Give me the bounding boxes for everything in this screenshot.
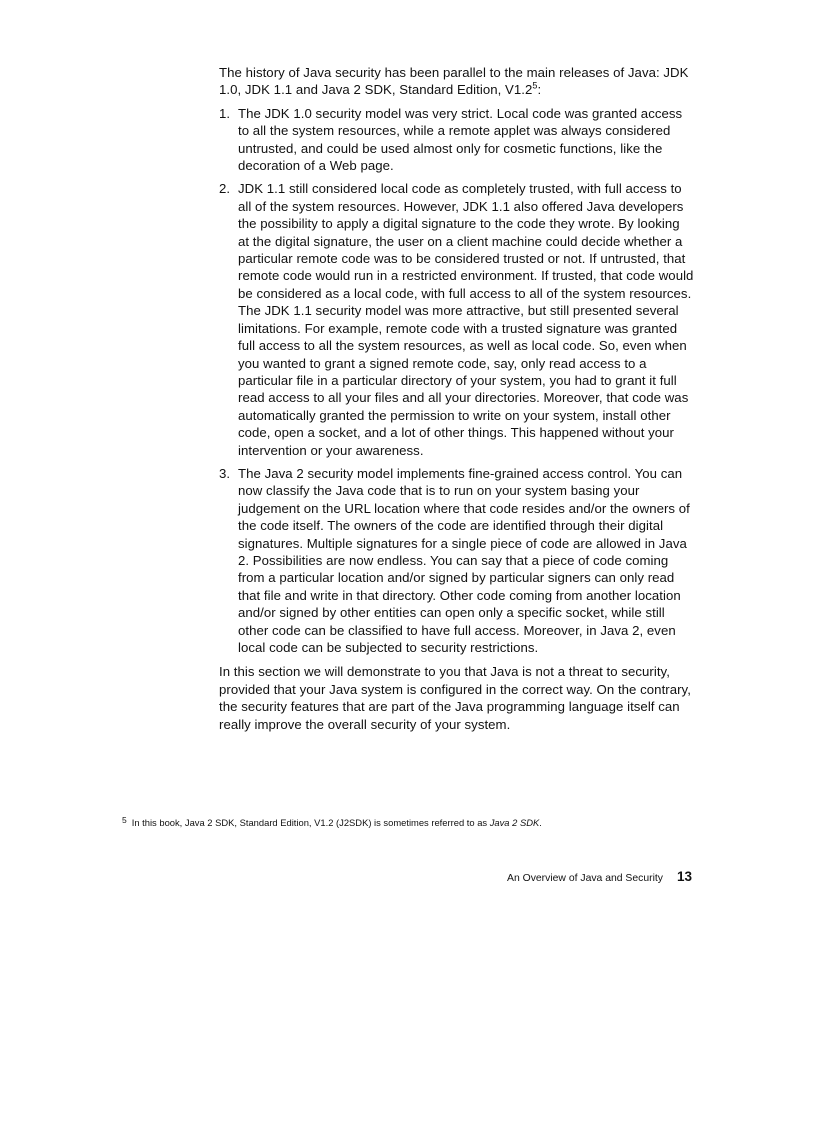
java-security-history-list: [219, 105, 694, 657]
list-item: [219, 180, 694, 459]
page-footer: [400, 868, 692, 886]
intro-text: The history of Java security has been parallel to the main releases of Java: JDK 1.0, JDK 1.1 and Java 2 SDK, Standard Edition, V1.2: [219, 65, 689, 98]
list-item-number: 1.: [219, 105, 231, 121]
list-item-text: The Java 2 security model implements fine-grained access control. You can now classify the Java code that is to run on your system basing your judgement on the URL location where that code resides and/or the owners of the code itself. The owners of the code are identified through their digital signatures. Multiple signatures for a single piece of code are allowed in Java 2. Possibilities are now endless. You can say that a piece of code coming from a particular location and/or signed by particular signers can only read that file and write in that directory. Other code coming from another location and/or signed by other entities can open only a specific socket, while still other code can be classified to have full access. Moreover, in Java 2, even local code can be subjected to security restrictions.: [238, 465, 690, 655]
list-item: [219, 105, 694, 175]
closing-paragraph: In this section we will demonstrate to you that Java is not a threat to security, provided that your Java system is configured in the correct way. On the contrary, the security features that are part of the Java programming language itself can really improve the overall security of your system.: [219, 664, 691, 732]
footnote-reference: 5: [532, 81, 538, 92]
footnote-mark: 5: [122, 815, 127, 825]
footnote-end: .: [539, 817, 542, 828]
list-item-number: 2.: [219, 181, 231, 197]
footer-title: An Overview of Java and Security: [507, 873, 663, 884]
main-text-column: [219, 64, 694, 739]
footnote: [122, 817, 542, 829]
list-item-text: The JDK 1.0 security model was very strict. Local code was granted access to all the system resources, while a remote applet was always considered untrusted, and could be used almost only for cosmetic functions, like the decoration of a Web page.: [238, 105, 683, 174]
intro-paragraph: [219, 64, 694, 99]
footnote-text: In this book, Java 2 SDK, Standard Edition, V1.2 (J2SDK) is sometimes referred to as: [131, 817, 490, 828]
list-item: [219, 465, 694, 656]
list-item-number: 3.: [219, 465, 231, 481]
footnote-emphasis: Java 2 SDK: [489, 817, 540, 828]
list-item-text: JDK 1.1 still considered local code as completely trusted, with full access to all of the system resources. However, JDK 1.1 also offered Java developers the possibility to apply a digital signature to the code they wrote. By looking at the digital signature, the user on a client machine could decide whether a particular remote code was to be considered trusted or not. If untrusted, that remote code would run in a restricted environment. If trusted, that code would be considered as a local code, with full access to all of the system resources. The JDK 1.1 security model was more attractive, but still presented several limitations. For example, remote code with a trusted signature was granted full access to all the system resources, as well as local code. So, even when you wanted to grant a signed remote code, say, only read access to a particular file in a particular directory of your system, you had to grant it full read access to all your files and all your directories. Moreover, that code was automatically granted the permission to write on your system, install other code, open a socket, and a lot of other things. This happened without your intervention or your awareness.: [238, 181, 694, 458]
page-number: 13: [676, 869, 692, 884]
intro-colon: :: [537, 82, 542, 98]
